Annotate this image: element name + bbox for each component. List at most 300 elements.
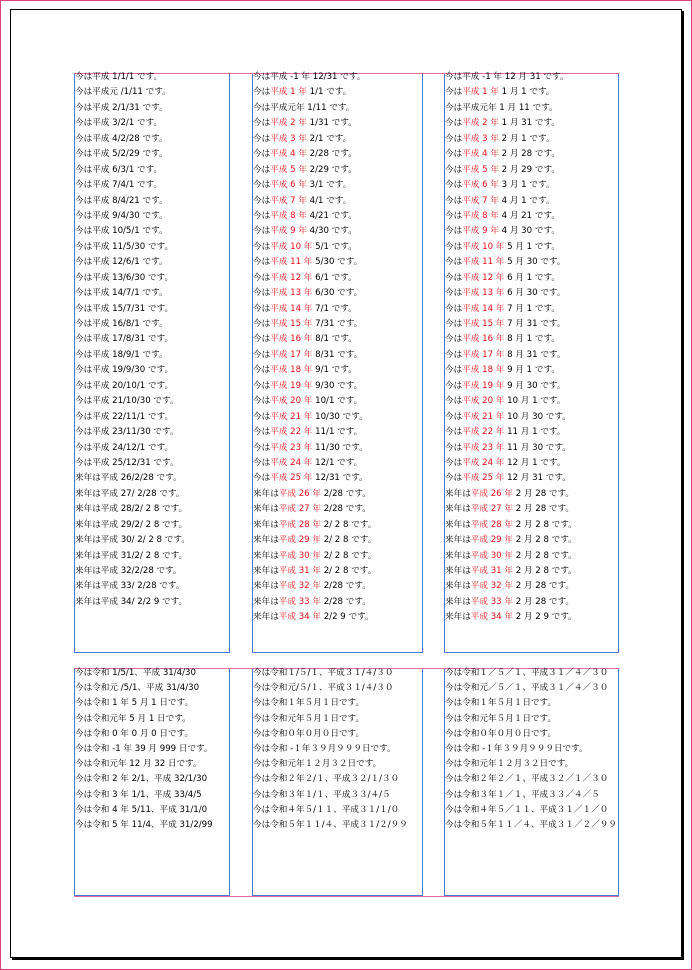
text-segment: 今は <box>445 396 463 407</box>
text-line: 今は令和 3 年 1/1、平成 33/4/5 <box>75 789 202 800</box>
text-line <box>445 502 577 517</box>
text-line: 今は令和 4 年 5/11、平成 31/1/0 <box>75 804 208 815</box>
text-segment: 今は <box>445 365 463 376</box>
text-line <box>253 271 376 286</box>
text-line <box>445 332 577 347</box>
text-line: 今は平成 13/6/30 です。 <box>75 272 174 283</box>
text-line <box>445 178 577 193</box>
text-line: 今は平成 21/10/30 です。 <box>75 396 179 407</box>
text-line <box>253 302 376 317</box>
text-line <box>253 518 376 533</box>
text-segment: 来年は <box>253 488 279 499</box>
text-line: 来年は平成 29/2/ 2 8 です。 <box>75 519 188 530</box>
era-highlight: 平成 18 年 <box>270 365 313 376</box>
text-segment: 今は <box>253 210 271 221</box>
text-segment: 今は <box>253 442 271 453</box>
text-segment: 今は <box>445 303 463 314</box>
text-segment: 来年は <box>253 596 279 607</box>
text-line <box>253 579 376 594</box>
era-highlight: 平成 32 年 <box>278 581 321 592</box>
text-segment: 今は <box>253 380 271 391</box>
text-line <box>253 363 376 378</box>
text-segment: 来年は <box>445 550 471 561</box>
text-line: 今は令和１年５月１日です。 <box>445 698 557 709</box>
text-segment: 2/28 です。 <box>320 488 371 499</box>
era-highlight: 平成 25 年 <box>462 473 505 484</box>
text-segment: 今は <box>445 334 463 345</box>
text-segment: 来年は <box>445 504 471 515</box>
text-line: 今は令和元 /5/1、平成 31/4/30 <box>75 683 200 694</box>
era-highlight: 平成 14 年 <box>270 303 313 314</box>
text-line: 今は平成 16/8/1 です。 <box>75 319 168 329</box>
text-line: 今は令和元/５/１、平成３１/４/３０ <box>253 683 394 694</box>
text-line <box>445 85 577 100</box>
text-line: 今は令和元年１２月３２日です。 <box>445 759 574 770</box>
era-highlight: 平成 13 年 <box>270 288 313 299</box>
text-segment: 今は <box>445 87 463 98</box>
era-highlight: 平成 20 年 <box>270 396 313 407</box>
text-segment: 2 月 1 です。 <box>498 133 555 144</box>
text-line <box>445 101 577 116</box>
text-segment: 今は <box>253 288 271 299</box>
text-line <box>253 595 376 610</box>
text-segment: 来年は <box>445 581 471 592</box>
text-line: 今は令和４年５/１１、平成３１/１/０ <box>253 804 400 815</box>
text-segment: 来年は <box>253 519 279 530</box>
text-line <box>445 240 577 255</box>
text-segment: 5 月 1 です。 <box>504 241 560 252</box>
text-line: 今は平成 12/6/1 です。 <box>75 257 168 268</box>
text-line <box>445 70 577 85</box>
text-segment: 11 月 1 です。 <box>504 427 566 438</box>
text-line: 今は令和５年１１／４、平成３１／２／９９ <box>445 819 617 830</box>
text-segment: 今は <box>253 241 271 252</box>
era-highlight: 平成 6 年 <box>462 180 499 191</box>
text-segment: 来年は <box>445 488 471 499</box>
era-highlight: 平成 21 年 <box>462 411 505 422</box>
text-line <box>445 302 577 317</box>
text-segment: 2 月 29 です。 <box>498 164 560 175</box>
text-line <box>253 163 376 178</box>
text-line: 今は平成 25/12/31 です。 <box>75 457 179 468</box>
text-segment: 2/1 です。 <box>306 133 352 144</box>
text-segment: 8/1 です。 <box>312 334 357 345</box>
era-highlight: 平成 2 年 <box>270 118 307 129</box>
text-line: 来年は平成 28/2/ 2 8 です。 <box>75 504 188 515</box>
era-highlight: 平成 19 年 <box>270 380 313 391</box>
text-line <box>253 255 376 270</box>
text-segment: 2 月 28 です。 <box>512 488 575 499</box>
text-segment: 4 月 1 です。 <box>498 195 555 206</box>
text-segment: 9 月 1 です。 <box>504 365 560 376</box>
text-line <box>445 595 577 610</box>
text-line: 今は令和 1 年 5 月 1 日です。 <box>75 698 194 709</box>
text-line <box>253 101 376 116</box>
text-segment: 5/30 です。 <box>312 257 363 268</box>
text-line <box>445 394 577 409</box>
text-segment: 7/1 です。 <box>312 303 357 314</box>
text-segment: 11 月 30 です。 <box>504 442 571 453</box>
text-segment: 3/1 です。 <box>306 180 352 191</box>
era-highlight: 平成 22 年 <box>462 427 505 438</box>
text-segment: 4 月 21 です。 <box>498 210 560 221</box>
text-segment: 6 月 1 です。 <box>504 272 560 283</box>
top-column-1 <box>75 70 190 610</box>
text-line: 今は平成 5/2/29 です。 <box>75 149 168 160</box>
era-highlight: 平成 1 年 <box>270 87 307 98</box>
era-highlight: 平成 15 年 <box>462 319 505 329</box>
text-line: 今は平成 3/2/1 です。 <box>75 118 163 129</box>
era-highlight: 平成 14 年 <box>462 303 505 314</box>
text-line <box>445 116 577 131</box>
text-line: 今は令和０年０月０日です。 <box>253 728 365 739</box>
text-line: 今は平成 11/5/30 です。 <box>75 241 174 252</box>
text-line <box>253 502 376 517</box>
text-segment: 今は平成 -1 年 12/31 です。 <box>253 72 366 82</box>
text-line: 来年は平成 34/ 2/2 9 です。 <box>75 596 188 607</box>
text-segment: 4 月 30 です。 <box>498 226 560 237</box>
text-line <box>445 379 577 394</box>
text-segment: 2 月 2 8 です。 <box>512 566 577 576</box>
era-highlight: 平成 24 年 <box>270 457 313 468</box>
text-line <box>445 132 577 147</box>
text-line <box>445 487 577 502</box>
text-segment: 8 月 31 です。 <box>504 349 566 360</box>
text-line: 今は平成 24/12/1 です。 <box>75 442 174 453</box>
text-segment: 今は <box>253 334 271 345</box>
text-segment: 今は <box>445 226 463 237</box>
text-line: 今は平成 8/4/21 です。 <box>75 195 168 206</box>
text-segment: 11/1 です。 <box>312 427 363 438</box>
text-segment: 5/1 です。 <box>312 241 357 252</box>
era-highlight: 平成 9 年 <box>462 226 499 237</box>
text-line: 今は平成 15/7/31 です。 <box>75 303 174 314</box>
era-highlight: 平成 8 年 <box>270 210 307 221</box>
era-highlight: 平成 9 年 <box>270 226 307 237</box>
text-segment: 4/21 です。 <box>306 210 357 221</box>
text-segment: 今は <box>445 457 463 468</box>
era-highlight: 平成 29 年 <box>470 535 513 546</box>
text-segment: 今は <box>445 180 463 191</box>
text-segment: 今は <box>445 442 463 453</box>
era-highlight: 平成 17 年 <box>462 349 505 360</box>
text-segment: 12/31 です。 <box>312 473 368 484</box>
text-line <box>253 194 376 209</box>
text-line <box>445 317 577 332</box>
text-line <box>445 441 577 456</box>
text-segment: 今は <box>253 427 271 438</box>
text-segment: 2 月 2 9 です。 <box>512 612 577 623</box>
text-line: 来年は平成 32/2/28 です。 <box>75 566 182 576</box>
text-line <box>445 224 577 239</box>
text-segment: 10/30 です。 <box>312 411 368 422</box>
text-line: 今は令和１年５月１日です。 <box>253 698 365 709</box>
era-highlight: 平成 31 年 <box>278 566 321 576</box>
text-segment: 6/30 です。 <box>312 288 363 299</box>
text-line <box>445 271 577 286</box>
text-line: 今は令和元年５月１日です。 <box>445 713 557 724</box>
text-line <box>445 564 577 579</box>
text-line <box>445 348 577 363</box>
text-line: 来年は平成 30/ 2/ 2 8 です。 <box>75 535 190 546</box>
text-line <box>253 533 376 548</box>
text-segment: 今は <box>253 133 271 144</box>
text-segment: 12 月 1 です。 <box>504 457 566 468</box>
text-line <box>445 194 577 209</box>
text-segment: 2 月 28 です。 <box>498 149 560 160</box>
text-segment: 12/1 です。 <box>312 457 363 468</box>
text-segment: 今は <box>445 195 463 206</box>
text-segment: 8 月 1 です。 <box>504 334 560 345</box>
text-line <box>253 240 376 255</box>
text-segment: 来年は <box>445 596 471 607</box>
text-segment: 来年は <box>445 535 471 546</box>
text-line: 今は平成 22/11/1 です。 <box>75 411 174 422</box>
text-line <box>253 487 376 502</box>
text-segment: 来年は <box>253 566 279 576</box>
text-segment: 12 月 31 です。 <box>504 473 571 484</box>
era-highlight: 平成 4 年 <box>270 149 307 160</box>
text-segment: 6/1 です。 <box>312 272 357 283</box>
text-line: 今は令和５年１１/４、平成３１/２/９９ <box>253 819 408 830</box>
text-line <box>253 441 376 456</box>
text-line <box>253 286 376 301</box>
text-line <box>445 579 577 594</box>
text-segment: 9/30 です。 <box>312 380 363 391</box>
era-highlight: 平成 1 年 <box>462 87 499 98</box>
era-highlight: 平成 18 年 <box>462 365 505 376</box>
text-line <box>445 286 577 301</box>
text-line <box>445 425 577 440</box>
bottom-margin-guide <box>74 896 619 897</box>
text-segment: 2 月 28 です。 <box>512 581 575 592</box>
text-line: 今は令和元年 12 月 32 日です。 <box>75 759 202 770</box>
text-line <box>445 610 577 625</box>
text-segment: 11/30 です。 <box>312 442 368 453</box>
text-segment: 2/28 です。 <box>306 149 357 160</box>
text-line <box>445 471 577 486</box>
text-segment: 今は <box>253 257 271 268</box>
bottom-column-3 <box>445 666 617 833</box>
era-highlight: 平成 24 年 <box>462 457 505 468</box>
text-segment: 今は <box>445 288 463 299</box>
text-segment: 今は <box>253 319 271 329</box>
text-segment: 今は <box>253 396 271 407</box>
text-line: 来年は平成 33/ 2/28 です。 <box>75 581 185 592</box>
era-highlight: 平成 28 年 <box>470 519 513 530</box>
text-segment: 4/1 です。 <box>306 195 352 206</box>
text-line <box>445 549 577 564</box>
era-highlight: 平成 7 年 <box>462 195 499 206</box>
era-highlight: 平成 23 年 <box>462 442 505 453</box>
text-segment: 今は <box>445 473 463 484</box>
era-highlight: 平成 21 年 <box>270 411 313 422</box>
text-segment: 今は <box>253 411 271 422</box>
era-highlight: 平成 28 年 <box>278 519 321 530</box>
bottom-column-2 <box>253 666 408 833</box>
text-segment: 来年は <box>445 612 471 623</box>
text-segment: 9/1 です。 <box>312 365 357 376</box>
text-line <box>253 70 376 85</box>
text-segment: 今は <box>445 133 463 144</box>
text-segment: 1/1 です。 <box>306 87 352 98</box>
era-highlight: 平成 30 年 <box>470 550 513 561</box>
text-line: 今は平成 4/2/28 です。 <box>75 133 168 144</box>
text-segment: 今は <box>445 319 463 329</box>
text-line <box>253 425 376 440</box>
text-segment: 今は <box>253 349 271 360</box>
era-highlight: 平成 13 年 <box>462 288 505 299</box>
text-segment: 今は <box>445 118 463 129</box>
text-line: 今は令和２年２/１、平成３２/１/３０ <box>253 774 400 785</box>
era-highlight: 平成 34 年 <box>278 612 321 623</box>
text-segment: 9 月 30 です。 <box>504 380 566 391</box>
text-segment: 今は平成元年 1 月 11 です。 <box>445 102 558 113</box>
text-line <box>253 471 376 486</box>
text-segment: 6 月 30 です。 <box>504 288 566 299</box>
era-highlight: 平成 11 年 <box>270 257 313 268</box>
text-segment: 来年は <box>253 504 279 515</box>
era-highlight: 平成 16 年 <box>462 334 505 345</box>
text-line <box>253 564 376 579</box>
text-segment: 今は <box>253 473 271 484</box>
era-highlight: 平成 19 年 <box>462 380 505 391</box>
text-line <box>253 132 376 147</box>
text-line <box>253 394 376 409</box>
text-segment: 来年は <box>253 535 279 546</box>
text-line <box>253 116 376 131</box>
era-highlight: 平成 27 年 <box>470 504 513 515</box>
era-highlight: 平成 2 年 <box>462 118 499 129</box>
text-segment: 今は <box>445 164 463 175</box>
text-line: 今は令和元年 5 月 1 日です。 <box>75 713 191 724</box>
text-segment: 3 月 1 です。 <box>498 180 555 191</box>
text-segment: 今は <box>445 272 463 283</box>
era-highlight: 平成 34 年 <box>470 612 513 623</box>
text-line <box>253 178 376 193</box>
text-segment: 今は <box>253 272 271 283</box>
text-segment: 10/1 です。 <box>312 396 363 407</box>
text-segment: 2 月 2 8 です。 <box>512 550 577 561</box>
text-line: 今は令和３年１/１、平成３３/４/５ <box>253 789 391 800</box>
text-segment: 2/28 です。 <box>320 596 371 607</box>
text-line: 今は令和 0 年 0 月 0 日です。 <box>75 728 194 739</box>
text-line <box>253 85 376 100</box>
text-line: 今は令和 -1 年 39 月 999 日です。 <box>75 743 213 754</box>
era-highlight: 平成 25 年 <box>270 473 313 484</box>
era-highlight: 平成 3 年 <box>462 133 499 144</box>
text-segment: 今は <box>253 164 271 175</box>
text-line: 今は平成 23/11/30 です。 <box>75 427 179 438</box>
text-line: 今は平成 9/4/30 です。 <box>75 210 168 221</box>
text-line: 今は平成 18/9/1 です。 <box>75 349 168 360</box>
text-segment: 今は <box>445 241 463 252</box>
text-segment: 2 月 2 8 です。 <box>512 519 577 530</box>
text-line: 今は令和 -１年３９月９９９日です。 <box>253 743 396 754</box>
text-segment: 2 月 2 8 です。 <box>512 535 577 546</box>
text-line: 今は令和元／５／１、平成３１／４／３０ <box>445 683 609 694</box>
text-line: 今は平成 14/7/1 です。 <box>75 288 168 299</box>
era-highlight: 平成 7 年 <box>270 195 307 206</box>
text-line <box>253 332 376 347</box>
text-line <box>253 348 376 363</box>
text-segment: 今は <box>253 365 271 376</box>
text-segment: 8/31 です。 <box>312 349 363 360</box>
text-segment: 2/28 です。 <box>320 504 371 515</box>
text-line: 来年は平成 27/ 2/28 です。 <box>75 488 185 499</box>
text-segment: 今は <box>445 210 463 221</box>
top-column-2 <box>253 70 376 626</box>
text-line <box>253 549 376 564</box>
era-highlight: 平成 30 年 <box>278 550 321 561</box>
era-highlight: 平成 26 年 <box>278 488 321 499</box>
era-highlight: 平成 12 年 <box>462 272 505 283</box>
text-line: 今は平成 10/5/1 です。 <box>75 226 168 237</box>
text-segment: 今は <box>253 180 271 191</box>
text-line <box>445 209 577 224</box>
text-line: 今は平成 7/4/1 です。 <box>75 180 163 191</box>
text-segment: 今は平成 -1 年 12 月 31 です。 <box>445 72 569 82</box>
text-line: 今は平成 1/1/1 です。 <box>75 72 163 82</box>
text-segment: 2 月 28 です。 <box>512 596 575 607</box>
text-line <box>253 379 376 394</box>
text-line: 今は令和４年５／１１、平成３１／１／０ <box>445 804 609 815</box>
text-segment: 今は平成元年 1/11 です。 <box>253 102 355 113</box>
text-segment: 今は <box>253 303 271 314</box>
text-segment: 今は <box>253 226 271 237</box>
text-segment: 10 月 1 です。 <box>504 396 566 407</box>
text-segment: 今は <box>445 149 463 160</box>
text-segment: 1/31 です。 <box>306 118 357 129</box>
text-line <box>253 317 376 332</box>
era-highlight: 平成 5 年 <box>270 164 307 175</box>
text-line: 今は平成 6/3/1 です。 <box>75 164 163 175</box>
text-line: 今は平成 17/8/31 です。 <box>75 334 174 345</box>
era-highlight: 平成 33 年 <box>278 596 321 607</box>
text-line: 来年は平成 31/2/ 2 8 です。 <box>75 550 188 561</box>
text-line <box>445 147 577 162</box>
era-highlight: 平成 15 年 <box>270 319 313 329</box>
text-segment: 今は <box>445 380 463 391</box>
text-line: 今は令和２年２／１、平成３２／１／３０ <box>445 774 609 785</box>
text-segment: 今は <box>253 457 271 468</box>
era-highlight: 平成 5 年 <box>462 164 499 175</box>
text-line: 今は令和元年５月１日です。 <box>253 713 365 724</box>
text-line: 今は平成 2/1/31 です。 <box>75 102 168 113</box>
era-highlight: 平成 10 年 <box>270 241 313 252</box>
text-line <box>253 147 376 162</box>
text-line: 今は令和０年０月０日です。 <box>445 728 557 739</box>
text-segment: 7 月 1 です。 <box>504 303 560 314</box>
era-highlight: 平成 12 年 <box>270 272 313 283</box>
top-column-3 <box>445 70 577 626</box>
text-segment: 2/ 2 8 です。 <box>320 535 377 546</box>
text-segment: 2/29 です。 <box>306 164 357 175</box>
text-segment: 1 月 31 です。 <box>498 118 560 129</box>
text-segment: 来年は <box>445 566 471 576</box>
era-highlight: 平成 3 年 <box>270 133 307 144</box>
text-line: 今は平成 20/10/1 です。 <box>75 380 174 391</box>
era-highlight: 平成 26 年 <box>470 488 513 499</box>
era-highlight: 平成 20 年 <box>462 396 505 407</box>
text-segment: 2/ 2 8 です。 <box>320 519 377 530</box>
era-highlight: 平成 17 年 <box>270 349 313 360</box>
text-line <box>445 518 577 533</box>
text-segment: 2 月 28 です。 <box>512 504 575 515</box>
era-highlight: 平成 22 年 <box>270 427 313 438</box>
era-highlight: 平成 10 年 <box>462 241 505 252</box>
text-line <box>445 410 577 425</box>
